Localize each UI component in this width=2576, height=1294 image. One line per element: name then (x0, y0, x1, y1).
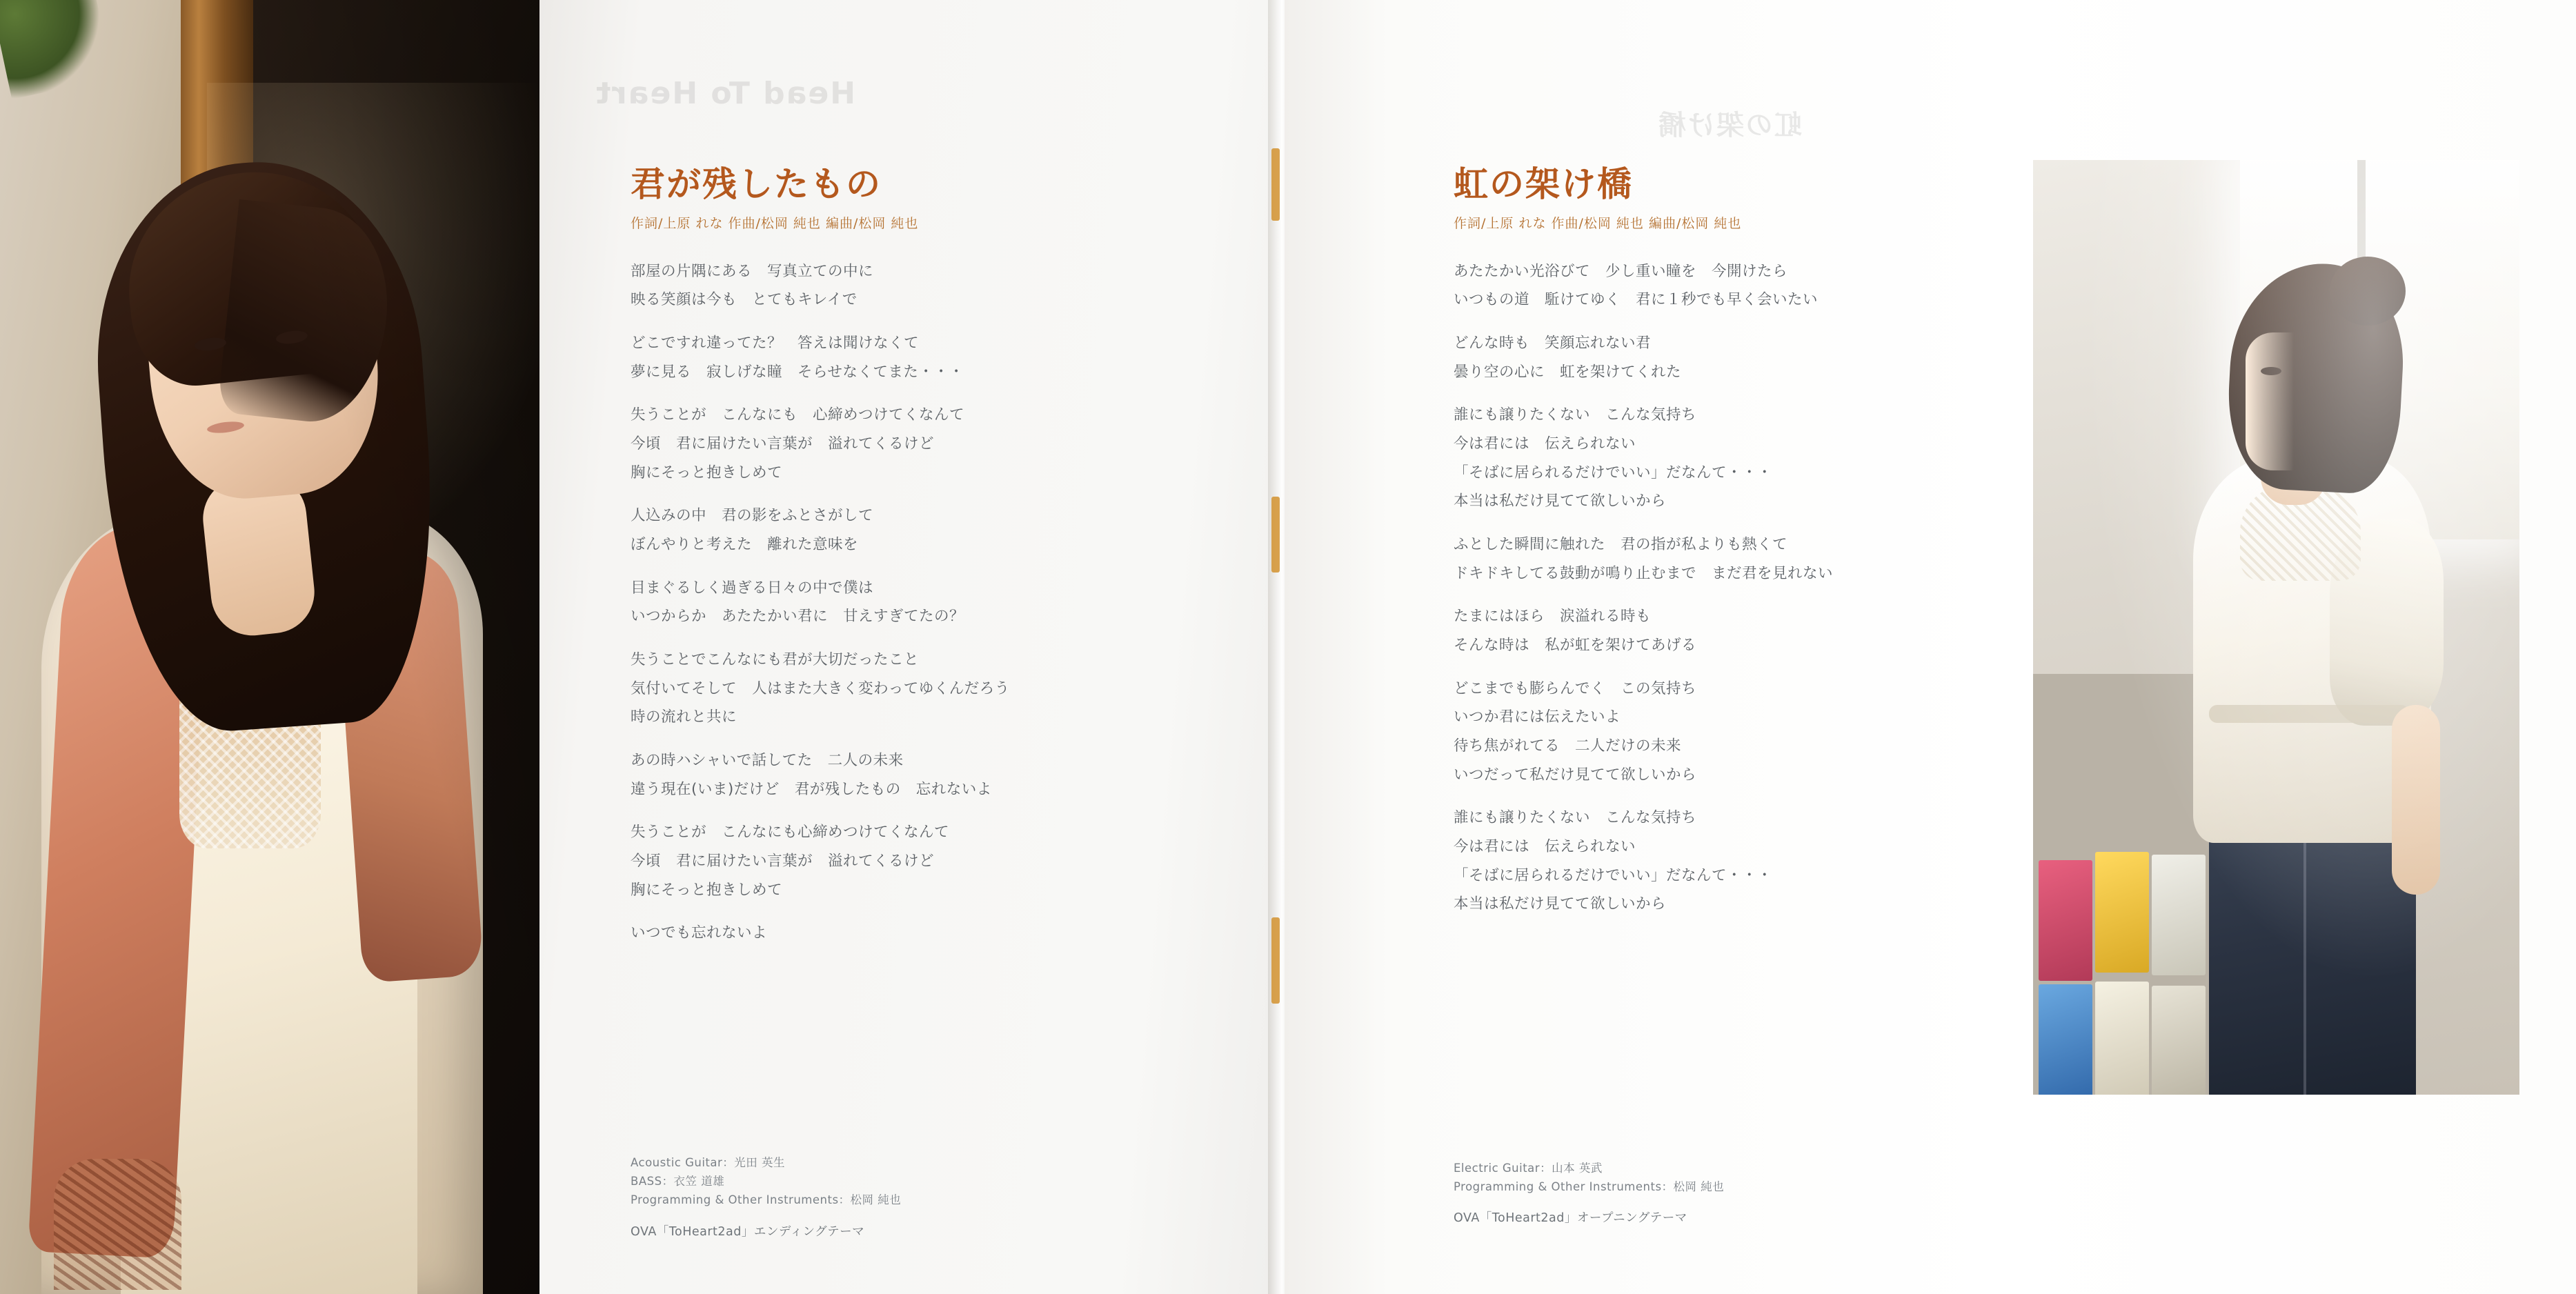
credit-line: Programming & Other Instruments：松岡 純也 (1454, 1180, 1725, 1194)
lyric-line: 夢に見る 寂しげな瞳 そらせなくてまた・・・ (631, 363, 964, 381)
lyric-line: 胸にそっと抱きしめて (631, 464, 783, 481)
lyric-line: いつからか あたたかい君に 甘えすぎてたの？ (631, 608, 965, 626)
footer-credits-left (631, 1153, 1196, 1242)
lyric-stanza (631, 750, 1203, 801)
credit-line: Electric Guitar：山本 英武 (1454, 1162, 1603, 1175)
lyric-stanza (631, 332, 1203, 384)
lyric-line: 本当は私だけ見てて欲しいから (1454, 492, 1667, 510)
lyric-line: ふとした瞬間に触れた 君の指が私よりも熱くて (1454, 535, 1788, 553)
figure-waist-tie (2209, 705, 2409, 723)
theme-note-left: OVA「ToHeart2ad」エンディングテーマ (631, 1224, 865, 1239)
lyric-line: ぼんやりと考えた 離れた意味を (631, 535, 859, 553)
lyric-line: 本当は私だけ見てて欲しいから (1454, 895, 1667, 913)
lyric-line: いつだって私だけ見てて欲しいから (1454, 766, 1697, 784)
lyric-line: 映る笑顔は今も とてもキレイで (631, 291, 858, 309)
lyric-stanza (1454, 534, 2074, 585)
song-title-right: 虹の架け橋 (1454, 164, 1633, 204)
spine-binding-marks (1271, 0, 1281, 1294)
lyric-line: 気付いてそして 人はまた大きく変わってゆくんだろう (631, 679, 1010, 697)
figure-jeans (2209, 805, 2416, 1095)
lyric-line: いつでも忘れないよ (631, 924, 768, 942)
lyric-line: 部屋の片隅にある 写真立ての中に (631, 262, 874, 280)
lyric-line: 違う現在(いま)だけど 君が残したもの 忘れないよ (631, 780, 992, 798)
figure-arm (2392, 705, 2440, 895)
lyric-stanza (631, 822, 1203, 902)
lyric-stanza (1454, 332, 2074, 384)
credit-line: Acoustic Guitar：光田 英生 (631, 1156, 786, 1169)
performer-credits-right (1454, 1159, 2061, 1196)
lyric-stanza (1454, 678, 2074, 787)
lyric-line: 「そばに居られるだけでいい」だなんて・・・ (1454, 464, 1773, 481)
cd-case (2152, 855, 2206, 975)
lyric-line: いつもの道 駈けてゆく 君に１秒でも早く会いたい (1454, 291, 1819, 309)
lyric-line: 誰にも譲りたくない こんな気持ち (1454, 406, 1697, 424)
lyric-line: 人込みの中 君の影をふとさがして (631, 507, 874, 525)
lyric-stanza (631, 922, 1203, 945)
lyric-stanza (631, 649, 1203, 729)
lyric-stanza (1454, 807, 2074, 916)
lyric-line: あの時ハシャいで話してた 二人の未来 (631, 752, 904, 769)
lyric-line: いつか君には伝えたいよ (1454, 708, 1621, 726)
lyric-line: 今は君には 伝えられない (1454, 435, 1636, 452)
lyric-stanza (1454, 404, 2074, 513)
lyric-line: 今頃 君に届けたい言葉が 溢れてくるけど (631, 435, 935, 452)
lyric-line: たまにはほら 涙溢れる時も (1454, 608, 1652, 626)
cd-shelf (2033, 674, 2214, 1095)
lyric-stanza (631, 404, 1203, 484)
lyrics-left (631, 261, 1203, 945)
lyric-line: 目まぐるしく過ぎる日々の中で僕は (631, 579, 874, 597)
credit-line: Programming & Other Instruments：松岡 純也 (631, 1193, 902, 1207)
lyric-line: 失うことが こんなにも 心締めつけてくなんて (631, 406, 965, 424)
lyric-stanza (631, 577, 1203, 628)
lyric-line: 失うことが こんなにも心締めつけてくなんて (631, 824, 950, 842)
lyric-stanza (1454, 606, 2074, 657)
lyric-line: 今頃 君に届けたい言葉が 溢れてくるけど (631, 853, 935, 870)
figure-profile-highlight (2246, 332, 2294, 470)
credit-line: BASS：衣笠 道雄 (631, 1175, 725, 1188)
theme-note-right: OVA「ToHeart2ad」オープニングテーマ (1454, 1211, 1687, 1226)
ghost-showthrough-text-right: 虹の架け橋 (1657, 110, 1802, 141)
lyric-stanza (631, 505, 1203, 556)
song-title-left: 君が残したもの (631, 164, 882, 204)
lyric-line: そんな時は 私が虹を架けてあげる (1454, 636, 1697, 654)
cd-case (2152, 986, 2206, 1095)
right-photo (2033, 160, 2519, 1095)
song-credits-right: 作詞/上原 れな 作曲/松岡 純也 編曲/松岡 純也 (1454, 216, 1742, 231)
song-credits-left: 作詞/上原 れな 作曲/松岡 純也 編曲/松岡 純也 (631, 216, 919, 231)
cd-case (2039, 860, 2092, 981)
cd-case (2095, 852, 2149, 973)
lyrics-right (1454, 261, 2074, 916)
lyric-line: 今は君には 伝えられない (1454, 838, 1636, 856)
song-block-right (1454, 166, 2074, 937)
left-photo (0, 0, 539, 1294)
lyric-line: ドキドキしてる鼓動が鳴り止むまで まだ君を見れない (1454, 564, 1834, 582)
figure-hair-bun (2330, 257, 2406, 326)
left-page (539, 0, 1285, 1294)
lyric-stanza (631, 261, 1203, 312)
lyric-line: どこまでも膨らんでく この気持ち (1454, 679, 1697, 697)
footer-credits-right (1454, 1159, 2061, 1228)
performer-credits-left (631, 1153, 1196, 1210)
lyric-line: 胸にそっと抱きしめて (631, 881, 783, 899)
lyric-line: どこですれ違ってた？ 答えは聞けなくて (631, 334, 920, 352)
lyric-line: 「そばに居られるだけでいい」だなんて・・・ (1454, 866, 1773, 884)
cd-case (2095, 982, 2149, 1095)
lyric-line: 待ち焦がれてる 二人だけの未来 (1454, 737, 1682, 755)
song-block-left (631, 166, 1203, 966)
lyric-line: 曇り空の心に 虹を架けてくれた (1454, 363, 1682, 381)
lyric-line: あたたかい光浴びて 少し重い瞳を 今開けたら (1454, 262, 1788, 280)
lyric-line: どんな時も 笑顔忘れない君 (1454, 334, 1652, 352)
ghost-showthrough-text-left: Head To Heart (595, 76, 855, 111)
figure-eye (2261, 367, 2281, 375)
lyric-stanza (1454, 261, 2074, 312)
lyric-line: 失うことでこんなにも君が大切だったこと (631, 650, 920, 668)
cd-case (2039, 984, 2092, 1095)
lyric-line: 時の流れと共に (631, 708, 737, 726)
lyric-line: 誰にも譲りたくない こんな気持ち (1454, 809, 1697, 827)
figure-cuff-detail (54, 1159, 181, 1290)
jeans-seam (2303, 822, 2306, 1095)
